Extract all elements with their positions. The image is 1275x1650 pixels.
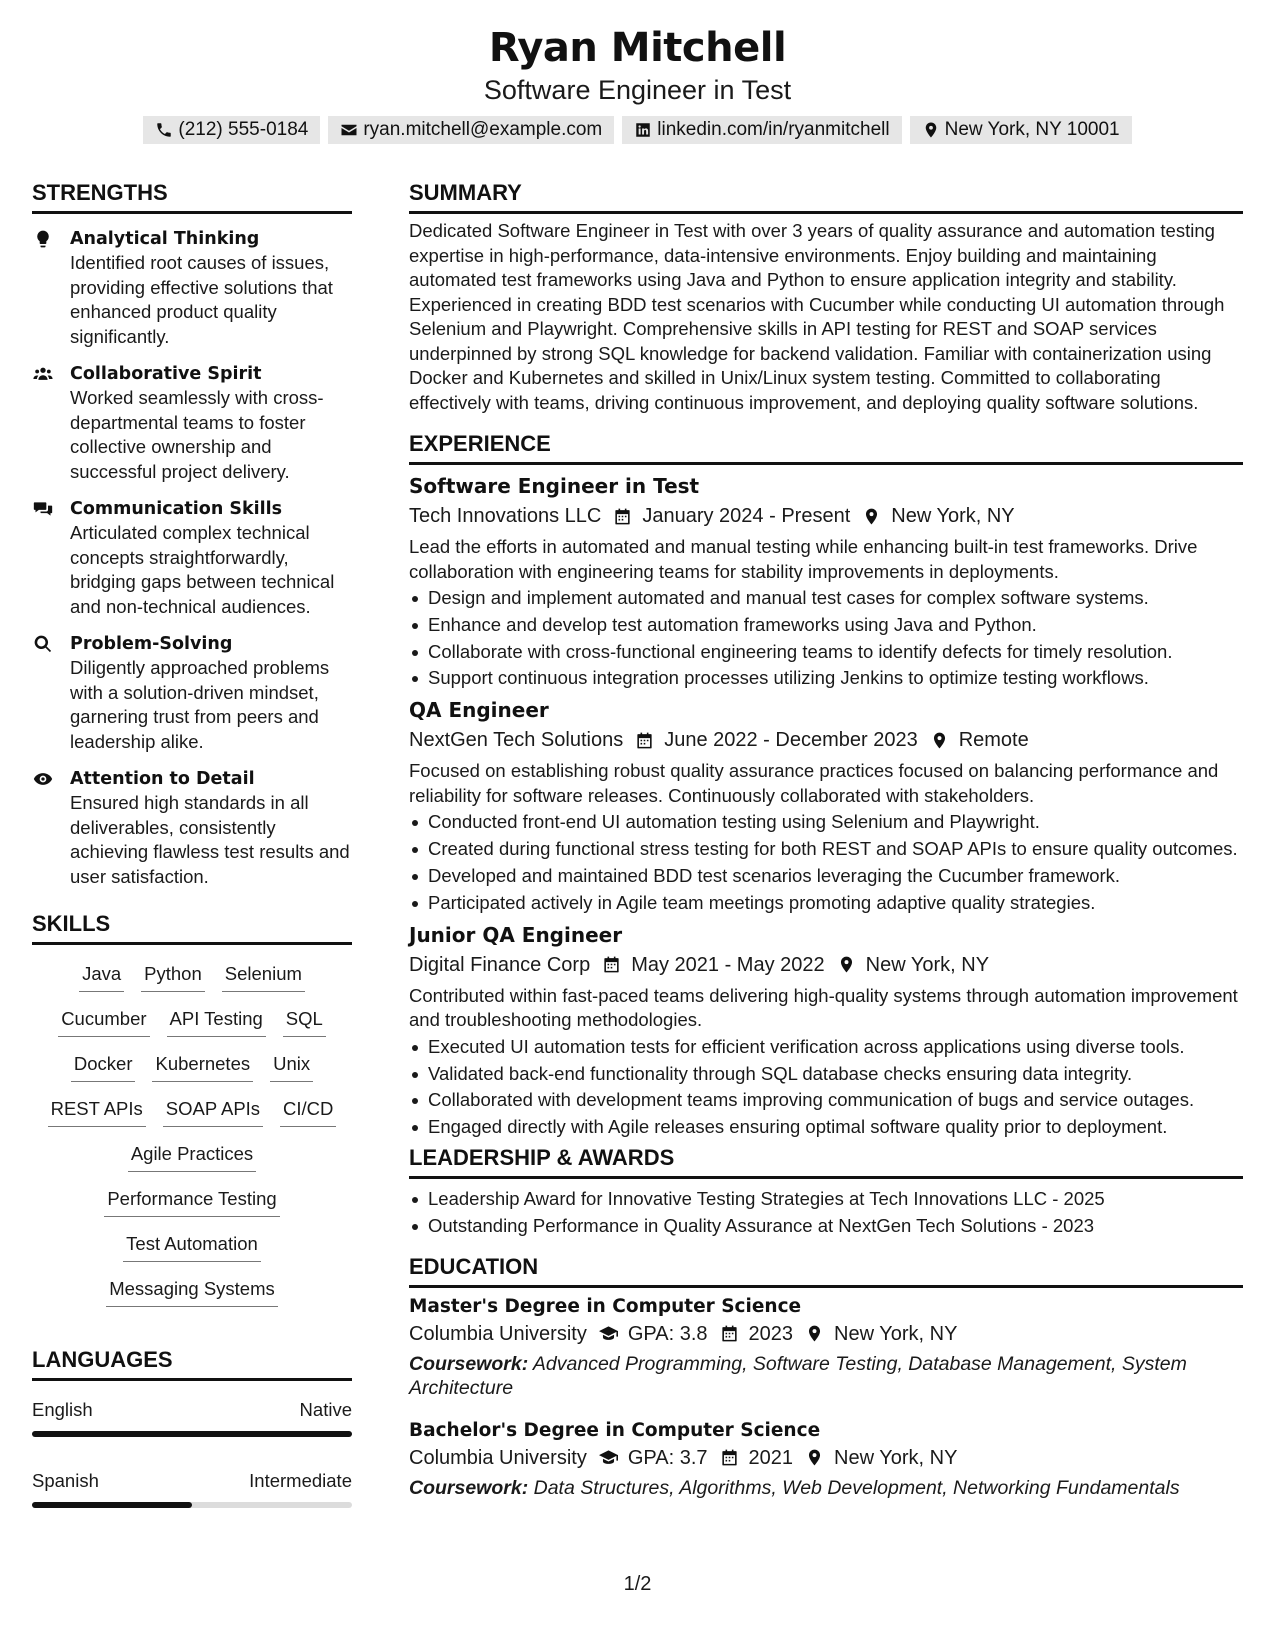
education-entry [409, 1294, 1243, 1400]
skill-row [32, 961, 352, 1006]
contact-location [910, 116, 1132, 144]
right-column [409, 178, 1243, 1500]
skill-tag: Docker [71, 1051, 136, 1082]
section-heading: EDUCATION [409, 1253, 539, 1279]
strength-item [32, 632, 352, 754]
users-icon [32, 364, 54, 384]
job-bullet: Executed UI automation tests for efficient verification across applications using diverse tools. [409, 1035, 1243, 1059]
calendar-icon [635, 731, 654, 750]
job-bullet: Participated actively in Agile team meetings promoting adaptive quality strategies. [409, 891, 1243, 915]
section-divider [32, 942, 352, 945]
map-pin-icon [805, 1448, 824, 1467]
job-dates: June 2022 - December 2023 [664, 729, 918, 752]
job-bullet: Collaborated with development teams improving communication of bugs and service outages. [409, 1088, 1243, 1112]
job-list [409, 472, 1243, 1139]
education-meta [409, 1444, 1243, 1472]
experience-section [409, 429, 1243, 1139]
education-meta [409, 1320, 1243, 1348]
phone-icon [155, 121, 173, 139]
linkedin-icon [634, 121, 652, 139]
job-bullet: Collaborate with cross-functional engineering teams to identify defects for timely resolution. [409, 640, 1243, 664]
graduation-cap-icon [599, 1448, 618, 1467]
gpa: GPA: 3.8 [627, 1322, 708, 1345]
candidate-title: Software Engineer in Test [483, 75, 792, 105]
coursework-list: Data Structures, Algorithms, Web Development, Networking Fundamentals [533, 1476, 1180, 1499]
section-divider [32, 1378, 352, 1381]
skill-tag: Java [79, 961, 124, 992]
skill-row [32, 1186, 352, 1231]
skill-tag: Agile Practices [128, 1141, 256, 1172]
skill-row [32, 1276, 352, 1321]
job-dates: January 2024 - Present [642, 505, 851, 527]
strength-desc: Worked seamlessly with cross-departmental teams to foster collective ownership and successful project delivery. [70, 387, 324, 482]
strength-title: Communication Skills [70, 499, 283, 519]
candidate-name: Ryan Mitchell [488, 25, 787, 71]
skill-tag: Messaging Systems [106, 1276, 278, 1307]
skill-row [32, 1006, 352, 1051]
calendar-icon [720, 1448, 739, 1467]
section-heading: LANGUAGES [32, 1347, 173, 1372]
job-description: Focused on establishing robust quality assurance practices focused on balancing performance and reliability for software releases. Continuously collaborated with stakeholders. [409, 760, 1219, 806]
skill-tag: SOAP APIs [163, 1096, 263, 1127]
strength-title: Collaborative Spirit [70, 364, 262, 384]
section-divider [409, 1176, 1243, 1179]
calendar-icon [602, 955, 621, 974]
skill-row [32, 1231, 352, 1276]
language-level: Native [299, 1399, 352, 1420]
strength-item [32, 497, 352, 619]
job-bullets [409, 586, 1243, 690]
job-meta [409, 951, 1243, 979]
coursework-label: Coursework: [409, 1352, 529, 1375]
strength-item [32, 767, 352, 889]
skill-tag: REST APIs [48, 1096, 146, 1127]
calendar-icon [720, 1324, 739, 1343]
strength-desc: Articulated complex technical concepts straightforwardly, bridging gaps between technical and non-technical audiences. [70, 522, 335, 617]
contact-bar [0, 116, 1275, 144]
job-company: Digital Finance Corp [409, 953, 591, 976]
section-heading: SUMMARY [409, 180, 522, 205]
strength-title: Analytical Thinking [70, 229, 260, 249]
eye-icon [32, 769, 54, 789]
lightbulb-icon [32, 229, 54, 249]
job-description: Contributed within fast-paced teams delivering high-quality systems through automation improvement and troubleshooting methodologies. [409, 984, 1238, 1031]
section-heading: EXPERIENCE [409, 431, 551, 456]
job-company: NextGen Tech Solutions [409, 729, 624, 752]
awards-list [409, 1187, 1243, 1238]
job-bullet: Conducted front-end UI automation testing using Selenium and Playwright. [409, 810, 1243, 834]
job-entry [409, 472, 1243, 690]
strength-title: Attention to Detail [70, 769, 255, 789]
skill-tag: Unix [270, 1051, 313, 1082]
section-divider [409, 462, 1243, 465]
language-item [32, 1398, 352, 1437]
language-proficiency-fill [32, 1502, 192, 1508]
award-item: Outstanding Performance in Quality Assurance at NextGen Tech Solutions - 2023 [409, 1214, 1243, 1238]
job-location: New York, NY [891, 505, 1015, 527]
language-name: Spanish [32, 1470, 99, 1491]
skills-list [32, 961, 352, 1321]
strengths-section [32, 178, 352, 889]
language-proficiency-bar [32, 1502, 352, 1508]
degree-title: Bachelor's Degree in Computer Science [409, 1419, 821, 1441]
gpa: GPA: 3.7 [627, 1446, 708, 1469]
job-bullet: Created during functional stress testing for both REST and SOAP APIs to ensure quality outcomes. [409, 837, 1243, 861]
school-location: New York, NY [834, 1322, 958, 1345]
job-title: QA Engineer [409, 698, 549, 723]
skills-section [32, 909, 352, 1321]
coursework-list: Advanced Programming, Software Testing, Database Management, System Architecture [409, 1352, 1187, 1399]
language-proficiency-bar [32, 1431, 352, 1437]
skill-tag: CI/CD [280, 1096, 336, 1127]
education-section [409, 1252, 1243, 1500]
skill-tag: Test Automation [123, 1231, 261, 1262]
languages-section [32, 1345, 352, 1508]
skill-tag: Cucumber [58, 1006, 149, 1037]
language-level: Intermediate [249, 1470, 352, 1491]
job-company: Tech Innovations LLC [409, 505, 602, 527]
map-pin-icon [805, 1324, 824, 1343]
calendar-icon [613, 507, 632, 526]
section-divider [409, 211, 1243, 214]
awards-section [409, 1143, 1243, 1238]
contact-phone-text: (212) 555-0184 [178, 119, 309, 140]
map-pin-icon [930, 731, 949, 750]
skill-tag: Selenium [222, 961, 305, 992]
skill-tag: SQL [283, 1006, 326, 1037]
education-list [409, 1294, 1243, 1500]
job-bullet: Support continuous integration processes utilizing Jenkins to optimize testing workflows. [409, 666, 1243, 690]
job-location: Remote [958, 729, 1029, 752]
job-title: Software Engineer in Test [409, 474, 700, 498]
section-divider [32, 211, 352, 214]
contact-phone[interactable] [143, 116, 320, 144]
page-number: 1/2 [623, 1573, 652, 1595]
job-bullet: Engaged directly with Agile releases ensuring optimal software quality prior to deployment. [409, 1115, 1243, 1139]
strength-desc: Identified root causes of issues, providing effective solutions that enhanced product quality significantly. [70, 252, 333, 347]
strength-item [32, 362, 352, 484]
coursework-label: Coursework: [409, 1476, 529, 1499]
job-entry [409, 696, 1243, 914]
strength-title: Problem-Solving [70, 634, 233, 654]
coursework [409, 1476, 1243, 1500]
job-meta [409, 726, 1243, 754]
skill-row [32, 1051, 352, 1096]
school-name: Columbia University [409, 1446, 587, 1469]
contact-linkedin-text: linkedin.com/in/ryanmitchell [657, 119, 890, 140]
skill-tag: Kubernetes [152, 1051, 253, 1082]
language-proficiency-fill [32, 1431, 352, 1437]
job-dates: May 2021 - May 2022 [631, 953, 825, 976]
school-name: Columbia University [409, 1322, 587, 1345]
education-entry [409, 1418, 1243, 1500]
section-heading: LEADERSHIP & AWARDS [409, 1145, 675, 1171]
job-bullet: Developed and maintained BDD test scenarios leveraging the Cucumber framework. [409, 864, 1243, 888]
contact-linkedin[interactable] [622, 116, 901, 144]
job-meta [409, 502, 1243, 530]
language-item [32, 1469, 352, 1508]
section-heading: STRENGTHS [32, 180, 168, 205]
left-column [32, 178, 352, 1508]
degree-title: Master's Degree in Computer Science [409, 1295, 802, 1317]
envelope-icon [340, 121, 358, 139]
job-entry [409, 921, 1243, 1139]
summary-section [409, 178, 1243, 415]
job-location: New York, NY [865, 953, 990, 976]
map-pin-icon [922, 121, 940, 139]
language-name: English [32, 1399, 93, 1420]
map-pin-icon [837, 955, 856, 974]
job-bullets [409, 1035, 1243, 1139]
map-pin-icon [862, 507, 881, 526]
skill-tag: API Testing [167, 1006, 266, 1037]
graduation-cap-icon [599, 1324, 618, 1343]
job-bullet: Enhance and develop test automation frameworks using Java and Python. [409, 613, 1243, 637]
strength-desc: Diligently approached problems with a solution-driven mindset, garnering trust from peers and leadership alike. [70, 657, 330, 752]
job-title: Junior QA Engineer [409, 922, 623, 947]
skill-tag: Performance Testing [104, 1186, 279, 1217]
award-item: Leadership Award for Innovative Testing Strategies at Tech Innovations LLC - 2025 [409, 1187, 1243, 1211]
summary-text: Dedicated Software Engineer in Test with over 3 years of quality assurance and automation testing expertise in high-performance, data-intensive environments. Enjoy building and maintaining automated test frameworks using Java and Python to ensure application integrity and stability. Experienced in creating BDD test scenarios with Cucumber while conducting UI automation through Selenium and Playwright. Comprehensive skills in API testing for REST and SOAP services underpinned by strong SQL knowledge for backend validation. Familiar with containerization using Docker and Kubernetes and skilled in Unix/Linux system testing. Committed to collaborating effectively with teams, driving continuous improvement, and deploying quality software solutions. [409, 220, 1225, 413]
graduation-year: 2023 [748, 1322, 794, 1345]
contact-email[interactable] [328, 116, 614, 144]
skill-tag: Python [141, 961, 205, 992]
section-divider [409, 1285, 1243, 1288]
section-heading: SKILLS [32, 911, 111, 936]
resume-header [0, 22, 1275, 144]
chat-bubbles-icon [32, 499, 54, 519]
graduation-year: 2021 [748, 1446, 794, 1469]
contact-email-text: ryan.mitchell@example.com [363, 119, 603, 140]
job-bullet: Validated back-end functionality through SQL database checks ensuring data integrity. [409, 1062, 1243, 1086]
strength-item [32, 227, 352, 349]
coursework [409, 1352, 1243, 1400]
school-location: New York, NY [834, 1446, 958, 1469]
job-bullets [409, 810, 1243, 914]
contact-location-text: New York, NY 10001 [944, 119, 1120, 140]
strength-desc: Ensured high standards in all deliverables, consistently achieving flawless test results and user satisfaction. [70, 792, 350, 887]
search-icon [32, 634, 54, 654]
skill-row [32, 1141, 352, 1186]
job-bullet: Design and implement automated and manual test cases for complex software systems. [409, 586, 1243, 610]
skill-row [32, 1096, 352, 1141]
job-description: Lead the efforts in automated and manual testing while enhancing built-in test frameworks. Drive collaboration with engineering teams for stability improvements in deployments. [409, 536, 1198, 582]
